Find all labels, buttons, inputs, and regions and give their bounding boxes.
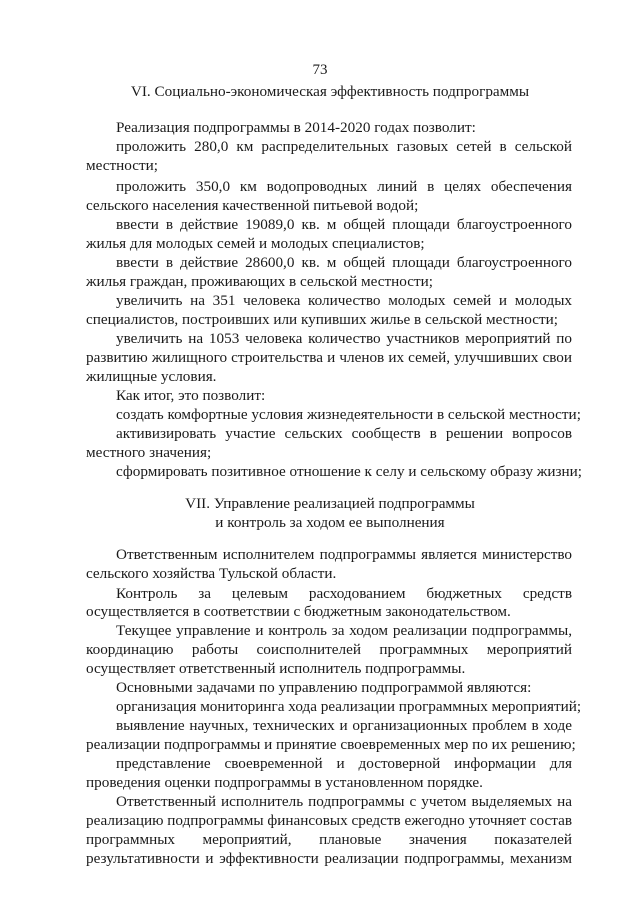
section-6-heading: VI. Социально-экономическая эффективность подпрограммы: [130, 83, 530, 100]
paragraph-line: реализации подпрограммы и принятие своевременных мер по их решению;: [86, 736, 576, 753]
paragraph-line: результативности и эффективности реализации подпрограммы, механизм: [86, 850, 572, 867]
paragraph-line: ввести в действие 19089,0 кв. м общей площади благоустроенного: [116, 216, 572, 233]
paragraph-line: Как итог, это позволит:: [116, 387, 266, 404]
paragraph-line: активизировать участие сельских сообществ в решении вопросов: [116, 425, 572, 442]
paragraph-line: сельского населения качественной питьевой водой;: [86, 197, 419, 214]
paragraph-line: жилищные условия.: [86, 368, 217, 385]
paragraph-line: осуществляется в соответствии с бюджетным законодательством.: [86, 603, 511, 620]
section-7-heading-line-2: и контроль за ходом ее выполнения: [215, 514, 445, 531]
paragraph-line: проложить 280,0 км распределительных газовых сетей в сельской: [116, 138, 572, 155]
paragraph-line: проложить 350,0 км водопроводных линий в целях обеспечения: [116, 178, 572, 195]
paragraph-line: Ответственный исполнитель подпрограммы с учетом выделяемых на: [116, 793, 572, 810]
paragraph-line: сформировать позитивное отношение к селу и сельскому образу жизни;: [116, 463, 582, 480]
paragraph-line: выявление научных, технических и организационных проблем в ходе: [116, 717, 572, 734]
paragraph-line: организация мониторинга хода реализации программных мероприятий;: [116, 698, 582, 715]
paragraph-line: Реализация подпрограммы в 2014-2020 годах позволит:: [116, 119, 476, 136]
section-7-heading-line-1: VII. Управление реализацией подпрограммы: [185, 495, 475, 512]
paragraph-line: жилья граждан, проживающих в сельской местности;: [86, 273, 433, 290]
paragraph-line: увеличить на 351 человека количество молодых семей и молодых: [116, 292, 572, 309]
paragraph-line: специалистов, построивших или купивших жилье в сельской местности;: [86, 311, 558, 328]
paragraph-line: ввести в действие 28600,0 кв. м общей площади благоустроенного: [116, 254, 572, 271]
paragraph-line: реализацию подпрограммы финансовых средств ежегодно уточняет состав: [86, 812, 572, 829]
paragraph-line: Текущее управление и контроль за ходом реализации подпрограммы,: [116, 622, 572, 639]
paragraph-line: создать комфортные условия жизнедеятельности в сельской местности;: [116, 406, 581, 423]
paragraph-line: Ответственным исполнителем подпрограммы является министерство: [116, 546, 572, 563]
paragraph-line: местного значения;: [86, 444, 212, 461]
paragraph-line: проведения оценки подпрограммы в установленном порядке.: [86, 774, 483, 791]
paragraph-line: координацию работы соисполнителей программных мероприятий: [86, 641, 572, 658]
paragraph-line: представление своевременной и достоверной информации для: [116, 755, 572, 772]
paragraph-line: Основными задачами по управлению подпрограммой являются:: [116, 679, 532, 696]
paragraph-line: увеличить на 1053 человека количество участников мероприятий по: [116, 330, 572, 347]
page-number: 73: [312, 62, 328, 78]
paragraph-line: местности;: [86, 157, 158, 174]
paragraph-line: Контроль за целевым расходованием бюджетных средств: [116, 585, 572, 602]
paragraph-line: программных мероприятий, плановые значения показателей: [86, 831, 572, 848]
paragraph-line: жилья для молодых семей и молодых специалистов;: [86, 235, 425, 252]
paragraph-line: развитию жилищного строительства и членов их семей, улучшивших свои: [86, 349, 572, 366]
paragraph-line: осуществляет ответственный исполнитель подпрограммы.: [86, 660, 466, 677]
paragraph-line: сельского хозяйства Тульской области.: [86, 565, 337, 582]
